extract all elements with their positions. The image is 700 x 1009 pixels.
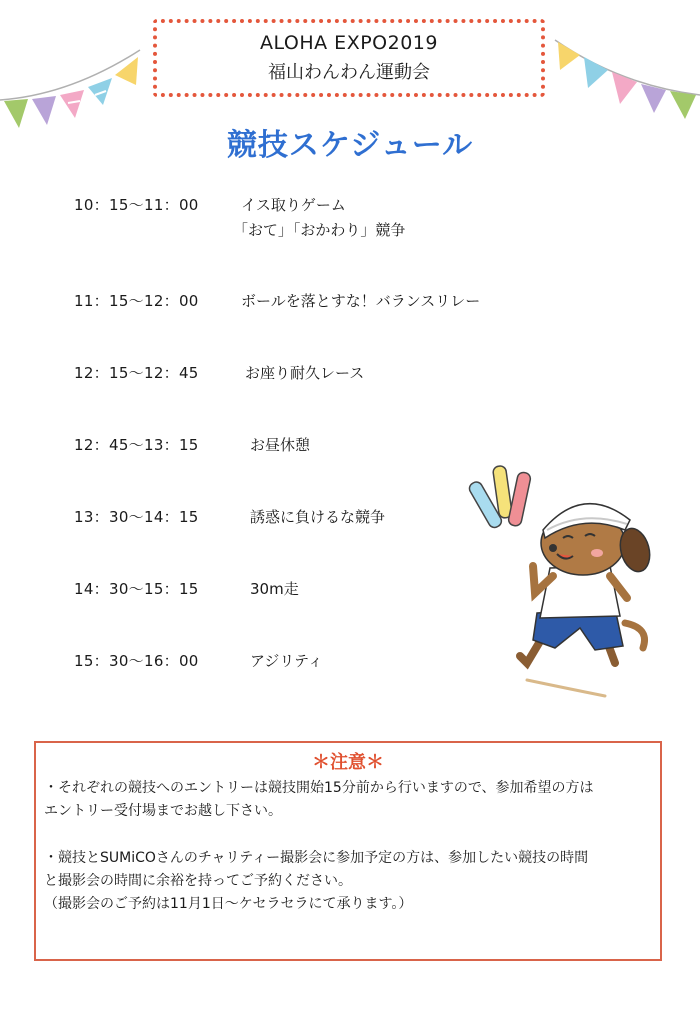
schedule-event: ボールを落とすな！バランスリレー — [241, 292, 481, 310]
notice-paragraph-2 — [44, 847, 588, 916]
schedule-time: 15：30〜16：00 — [74, 652, 199, 670]
notice-box — [34, 741, 662, 961]
schedule-event-sub: 「おて」「おかわり」競争 — [233, 221, 406, 239]
schedule-event: 誘惑に負けるな競争 — [250, 508, 386, 526]
schedule-time: 13：30〜14：15 — [74, 508, 199, 526]
event-header — [153, 19, 545, 97]
schedule-event: アジリティ — [250, 652, 323, 670]
notice-paragraph-1 — [44, 777, 594, 823]
schedule-time: 11：15〜12：00 — [74, 292, 199, 310]
schedule-event: お座り耐久レース — [245, 364, 365, 382]
notice-line: ・競技とSUMiCOさんのチャリティー撮影会に参加予定の方は、参加したい競技の時間 — [44, 850, 589, 866]
bunting-flags-right-icon — [550, 0, 700, 130]
notice-line: ・それぞれの競技へのエントリーは競技開始15分前から行いますので、参加希望の方は — [44, 780, 594, 796]
notice-line: （撮影会のご予約は11月1日〜ケセラセラにて承ります。） — [44, 896, 413, 912]
event-subtitle: 福山わんわん運動会 — [268, 62, 430, 83]
schedule-time: 12：15〜12：45 — [74, 364, 199, 382]
page-title: 競技スケジュール — [226, 128, 474, 163]
schedule-event: イス取りゲーム — [241, 196, 346, 214]
schedule-event: 30m走 — [250, 580, 299, 598]
schedule-event: お昼休憩 — [250, 436, 311, 454]
schedule-time: 10：15〜11：00 — [74, 196, 199, 214]
bunting-flags-left-icon — [0, 0, 150, 140]
schedule-time: 12：45〜13：15 — [74, 436, 199, 454]
notice-line: と撮影会の時間に余裕を持ってご予約ください。 — [44, 873, 352, 889]
notice-line: エントリー受付場までお越し下さい。 — [44, 803, 282, 819]
dog-runner-illustration-icon — [465, 458, 665, 703]
event-name: ALOHA EXPO2019 — [260, 32, 438, 54]
schedule-time: 14：30〜15：15 — [74, 580, 199, 598]
notice-title: ＊注意＊ — [312, 752, 384, 773]
